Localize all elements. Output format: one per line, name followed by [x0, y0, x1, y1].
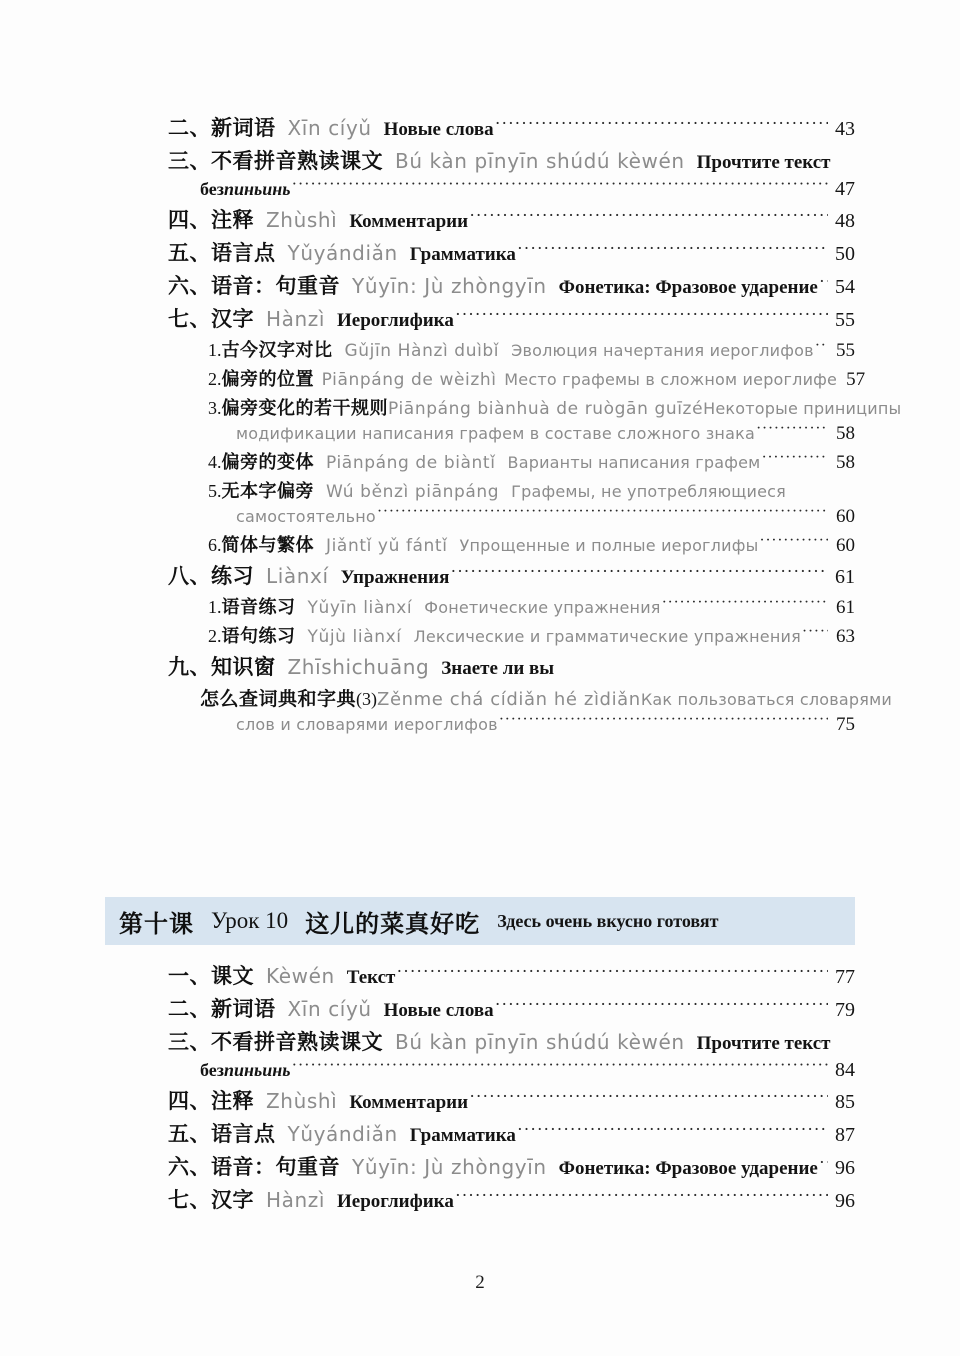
toc-entry[interactable] [0, 448, 960, 474]
toc-entry-line [168, 960, 855, 990]
toc-entry-line [208, 336, 855, 362]
toc-section-lesson-ten [0, 960, 960, 1217]
toc-entry-page-number: 96 [835, 1190, 855, 1212]
toc-entry[interactable] [0, 593, 960, 619]
toc-entry[interactable] [0, 394, 960, 420]
toc-entry-line [168, 560, 855, 590]
toc-entry[interactable] [0, 506, 960, 528]
toc-entry-chinese: 简体与繁体 [221, 535, 314, 556]
toc-entry-tail [661, 597, 855, 619]
toc-entry-russian: Фонетика: Фразовое ударение [558, 1158, 818, 1179]
toc-entry-russian: Текст [346, 967, 396, 988]
toc-entry-line [168, 1184, 855, 1214]
toc-entry-pinyin: Yǔjù liànxí [307, 627, 402, 647]
toc-entry-line [208, 531, 855, 557]
toc-entry-line [168, 270, 855, 300]
toc-entry-tail [468, 1091, 855, 1114]
leader-dots [396, 967, 828, 983]
toc-entry[interactable] [0, 336, 960, 362]
toc-entry-line [168, 1026, 855, 1056]
toc-entry[interactable] [0, 1118, 960, 1148]
toc-entry-pinyin: Zěnme chá cídiǎn hé zìdiǎn [377, 689, 641, 710]
toc-entry-russian: Как пользоваться словарями [640, 690, 892, 709]
toc-entry-russian: Грамматика [409, 1125, 516, 1146]
toc-entry-pinyin: Liànxí [266, 564, 329, 588]
toc-entry-chinese: 六、语音：句重音 [168, 274, 340, 298]
toc-entry[interactable] [0, 560, 960, 590]
toc-entry-page-number: 96 [835, 1157, 855, 1179]
toc-entry-chinese: 三、不看拼音熟读课文 [168, 1030, 383, 1054]
leader-dots [455, 310, 828, 326]
leader-dots [377, 506, 828, 522]
toc-entry-page-number: 47 [835, 178, 855, 200]
toc-entry-chinese: 怎么查词典和字典 [200, 688, 357, 710]
leader-dots [517, 1125, 828, 1141]
toc-entry-line [200, 1059, 855, 1082]
toc-entry[interactable] [0, 960, 960, 990]
toc-entry-chinese: 无本字偏旁 [221, 481, 314, 502]
toc-entry-chinese: 四、注释 [168, 1089, 254, 1113]
toc-entry-tail [494, 118, 855, 141]
leader-dots [802, 626, 828, 642]
lesson-banner [105, 897, 855, 945]
toc-entry-tail [818, 276, 855, 299]
leader-dots [455, 1191, 828, 1207]
toc-entry-russian: Прочтите текст [696, 152, 831, 173]
toc-entry-page-number: 87 [835, 1124, 855, 1146]
toc-entry-russian: Некоторые приниципы [703, 399, 902, 418]
toc-entry[interactable] [0, 1151, 960, 1181]
toc-entry-russian: самостоятельно [236, 507, 376, 526]
toc-entry-page-number: 55 [835, 309, 855, 331]
leader-dots [815, 340, 828, 356]
toc-entry[interactable] [0, 651, 960, 681]
toc-entry-page-number: 61 [835, 566, 855, 588]
toc-entry-line [208, 394, 902, 420]
toc-entry-page-number: 79 [835, 999, 855, 1021]
toc-entry[interactable] [0, 270, 960, 300]
toc-entry-line [208, 593, 855, 619]
lesson-banner-cn-lesson: 第十课 [119, 909, 194, 938]
toc-entry[interactable] [0, 622, 960, 648]
toc-entry-pinyin: Jiǎntǐ yǔ fántǐ [326, 536, 448, 556]
toc-entry-page-number: 50 [835, 243, 855, 265]
toc-entry-line [208, 622, 855, 648]
toc-entry-russian: Графемы, не употребляющиеся [511, 482, 787, 501]
leader-dots [291, 179, 828, 195]
toc-entry-russian: Грамматика [409, 244, 516, 265]
toc-entry-pinyin: Piānpáng biànhuà de ruògān guīzé [388, 399, 704, 419]
lesson-banner-ru-lesson: Урок 10 [211, 908, 289, 933]
leader-dots [662, 597, 828, 613]
leader-dots [495, 1000, 828, 1016]
toc-entry-russian: Иероглифика [337, 1191, 454, 1212]
toc-entry-page-number: 54 [835, 276, 855, 298]
toc-entry-line [168, 237, 855, 267]
toc-entry-russian: модификации написания графем в составе сложного знака [236, 424, 755, 443]
toc-entry-tail [290, 178, 855, 201]
toc-entry-number-suffix: (3) [356, 689, 378, 709]
toc-entry[interactable] [0, 477, 960, 503]
toc-entry-chinese: 四、注释 [168, 208, 254, 232]
toc-entry-russian: Лексические и грамматические упражнения [413, 627, 801, 646]
toc-entry[interactable] [0, 112, 960, 142]
toc-entry[interactable] [0, 1184, 960, 1214]
toc-entry-tail [498, 714, 855, 736]
toc-entry-line [200, 684, 892, 711]
toc-entry-line [224, 423, 855, 445]
toc-entry-chinese: 三、不看拼音熟读课文 [168, 149, 383, 173]
toc-entry-russian: Комментарии [349, 211, 469, 232]
toc-entry-number: 3. [208, 398, 222, 418]
toc-entry-pinyin: Xīn cíyǔ [287, 997, 372, 1021]
toc-entry-chinese: 语音练习 [221, 597, 296, 618]
toc-entry-line [208, 365, 866, 391]
toc-entry-line [168, 1085, 855, 1115]
toc-entry-russian: Новые слова [383, 119, 494, 140]
toc-entry-page-number: 58 [836, 452, 855, 473]
toc-entry-page-number: 48 [835, 210, 855, 232]
toc-entry-tail [516, 1124, 855, 1147]
toc-entry-line [168, 112, 855, 142]
toc-entry-tail [290, 1059, 855, 1082]
toc-entry-page-number: 43 [835, 118, 855, 140]
toc-entry-pinyin: Hànzì [266, 307, 326, 331]
toc-entry-line [224, 714, 855, 736]
toc-entry-page-number: 84 [835, 1059, 855, 1081]
toc-entry-russian: Фонетические упражнения [424, 598, 661, 617]
toc-entry-russian: без [200, 179, 224, 199]
toc-entry-pinyin: Bú kàn pīnyīn shúdú kèwén [395, 149, 685, 173]
toc-entry[interactable] [0, 423, 960, 445]
toc-entry-pinyin: Piānpáng de biàntǐ [326, 453, 496, 473]
leader-dots [517, 244, 828, 260]
toc-entry-number: 2. [208, 369, 222, 389]
toc-entry-pinyin: Yǔyándiǎn [287, 241, 398, 265]
toc-entry-number: 1. [208, 340, 222, 360]
toc-entry[interactable] [0, 684, 960, 711]
toc-entry-pinyin: Zhīshichuāng [287, 655, 430, 679]
toc-entry-line [168, 993, 855, 1023]
toc-entry-line [168, 204, 855, 234]
toc-entry[interactable] [0, 714, 960, 736]
toc-entry-russian: Иероглифика [337, 310, 454, 331]
toc-entry-russian: Прочтите текст [696, 1033, 831, 1054]
toc-entry-page-number: 75 [836, 714, 855, 735]
toc-entry[interactable] [0, 178, 960, 201]
toc-entry-pinyin: Piānpáng de wèizhì [321, 370, 497, 390]
toc-entry-russian: слов и словарями иероглифов [236, 715, 498, 734]
toc-entry-chinese: 七、汉字 [168, 307, 254, 331]
leader-dots [819, 277, 828, 293]
toc-entry-line [168, 303, 855, 333]
leader-dots [756, 423, 828, 439]
toc-entry-page-number: 63 [836, 626, 855, 647]
toc-entry-page-number: 58 [836, 423, 855, 444]
toc-entry-number: 5. [208, 481, 222, 501]
toc-entry-pinyin: Wú běnzì piānpáng [326, 482, 500, 502]
toc-entry-tail [758, 535, 855, 557]
leader-dots [761, 452, 828, 468]
toc-entry-number: 4. [208, 452, 222, 472]
leader-dots [759, 535, 828, 551]
toc-entry-page-number: 85 [835, 1091, 855, 1113]
toc-entry-tail [760, 452, 855, 474]
toc-entry-page-number: 60 [836, 535, 855, 556]
toc-entry-russian: Место графемы в сложном иероглифе [504, 370, 838, 389]
toc-entry-chinese: 偏旁的变体 [221, 452, 314, 473]
toc-entry-tail [454, 1190, 855, 1213]
toc-entry-chinese: 偏旁的位置 [221, 369, 314, 390]
toc-entry-tail [449, 566, 855, 589]
toc-entry-pinyin: Hànzì [266, 1188, 326, 1212]
toc-entry-chinese: 七、汉字 [168, 1188, 254, 1212]
toc-entry-line [200, 178, 855, 201]
toc-entry-number: 6. [208, 535, 222, 555]
toc-section-lesson-nine [0, 112, 960, 739]
toc-entry-tail [516, 243, 855, 266]
toc-entry-page-number: 60 [836, 506, 855, 527]
lesson-banner-cn-title: 这儿的菜真好吃 [305, 909, 481, 938]
toc-entry-chinese: 古今汉字对比 [221, 340, 333, 361]
toc-entry[interactable] [0, 365, 960, 391]
toc-entry[interactable] [0, 303, 960, 333]
toc-entry-russian: без [200, 1060, 224, 1080]
toc-entry-line [168, 651, 855, 681]
toc-entry-russian: Варианты написания графем [507, 453, 761, 472]
toc-entry-russian: Знаете ли вы [441, 658, 555, 679]
toc-entry-russian-italic: пиньинь [224, 179, 291, 199]
toc-entry-chinese: 一、课文 [168, 964, 254, 988]
leader-dots [469, 1092, 828, 1108]
toc-entry[interactable] [0, 204, 960, 234]
toc-entry-pinyin: Zhùshì [266, 1089, 338, 1113]
toc-entry[interactable] [0, 531, 960, 557]
toc-entry-russian: Новые слова [383, 1000, 494, 1021]
toc-entry-tail [395, 966, 855, 989]
toc-entry-page-number: 61 [836, 597, 855, 618]
toc-entry-russian: Фонетика: Фразовое ударение [558, 277, 818, 298]
toc-entry-pinyin: Yǔyīn: Jù zhòngyīn [352, 274, 547, 298]
toc-entry[interactable] [0, 1059, 960, 1082]
toc-entry-russian: Комментарии [349, 1092, 469, 1113]
toc-entry[interactable] [0, 1026, 960, 1056]
toc-entry-pinyin: Yǔyándiǎn [287, 1122, 398, 1146]
leader-dots [819, 1158, 828, 1174]
leader-dots [499, 714, 828, 730]
toc-entry-chinese: 二、新词语 [168, 997, 276, 1021]
toc-entry-tail [454, 309, 855, 332]
toc-entry-pinyin: Kèwén [266, 964, 335, 988]
toc-entry-tail [818, 1157, 855, 1180]
toc-entry-chinese: 二、新词语 [168, 116, 276, 140]
toc-entry[interactable] [0, 145, 960, 175]
toc-entry-pinyin: Zhùshì [266, 208, 338, 232]
toc-entry-page-number: 77 [835, 966, 855, 988]
toc-entry-tail [376, 506, 855, 528]
toc-entry-tail [837, 369, 866, 391]
leader-dots [469, 211, 828, 227]
toc-entry[interactable] [0, 237, 960, 267]
toc-entry-number: 2. [208, 626, 222, 646]
leader-dots [495, 119, 828, 135]
toc-entry-russian: Упрощенные и полные иероглифы [459, 536, 759, 555]
toc-entry-russian: Упражнения [340, 567, 450, 588]
toc-entry[interactable] [0, 1085, 960, 1115]
toc-entry-chinese: 六、语音：句重音 [168, 1155, 340, 1179]
toc-entry-chinese: 八、练习 [168, 564, 254, 588]
toc-entry-page-number: 57 [846, 369, 866, 390]
toc-entry-chinese: 九、知识窗 [168, 655, 276, 679]
toc-entry-number: 1. [208, 597, 222, 617]
toc-entry-page-number: 55 [836, 340, 855, 361]
toc-entry-pinyin: Yǔyīn liànxí [307, 598, 413, 618]
toc-entry-russian: Эволюция начертания иероглифов [511, 341, 814, 360]
toc-entry-tail [494, 999, 855, 1022]
toc-entry-line [168, 1118, 855, 1148]
toc-entry-chinese: 语句练习 [221, 626, 296, 647]
toc-entry-tail [814, 340, 855, 362]
toc-entry-line [168, 1151, 855, 1181]
leader-dots [291, 1060, 828, 1076]
toc-entry-tail [468, 210, 855, 233]
toc-entry-tail [801, 626, 855, 648]
toc-entry-pinyin: Gǔjīn Hànzì duìbǐ [344, 341, 500, 361]
toc-entry-tail [755, 423, 855, 445]
toc-entry-pinyin: Yǔyīn: Jù zhòngyīn [352, 1155, 547, 1179]
toc-entry-russian-italic: пиньинь [224, 1060, 291, 1080]
toc-entry-line [224, 506, 855, 528]
toc-entry-line [208, 448, 855, 474]
toc-entry[interactable] [0, 993, 960, 1023]
leader-dots [450, 567, 828, 583]
toc-entry-line [208, 477, 855, 503]
toc-entry-line [168, 145, 855, 175]
toc-entry-chinese: 偏旁变化的若干规则 [221, 398, 388, 419]
page-number: 2 [475, 1272, 485, 1293]
lesson-banner-ru-title: Здесь очень вкусно готовят [497, 910, 719, 931]
toc-entry-chinese: 五、语言点 [168, 241, 276, 265]
toc-entry-chinese: 五、语言点 [168, 1122, 276, 1146]
toc-entry-pinyin: Bú kàn pīnyīn shúdú kèwén [395, 1030, 685, 1054]
toc-entry-pinyin: Xīn cíyǔ [287, 116, 372, 140]
